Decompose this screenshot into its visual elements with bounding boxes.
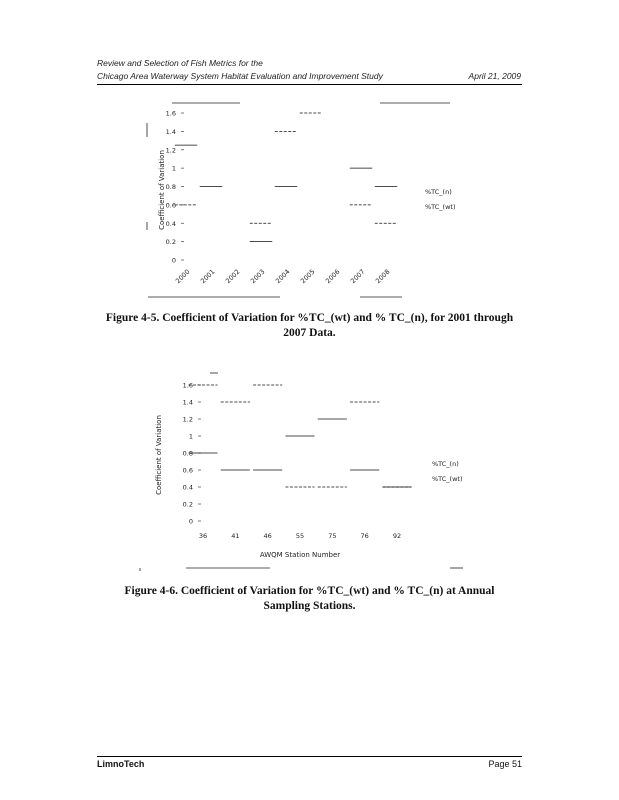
header-date: April 21, 2009 xyxy=(468,71,521,81)
c1-x-tick-label: 2005 xyxy=(299,267,317,286)
c1-x-tick-label: 2007 xyxy=(349,267,367,286)
c1-y-tick-label: 1.2 xyxy=(165,146,176,155)
c2-y-tick-label: 1.4 xyxy=(182,398,193,407)
figure-4-5-caption-line1: Figure 4-5. Coefficient of Variation for %TC_(wt) and % TC_(n), for 2001 through xyxy=(105,312,514,324)
c2-x-tick-label: 36 xyxy=(198,532,208,540)
footer-page-number: Page 51 xyxy=(488,759,522,769)
header-title-line1: Review and Selection of Fish Metrics for the xyxy=(97,58,263,68)
figure-4-6-caption-line2: Sampling Stations. xyxy=(263,600,356,612)
c1-y-tick-label: 1 xyxy=(171,164,176,173)
c1-x-tick-label: 2003 xyxy=(249,267,267,286)
c1-x-tick-label: 2006 xyxy=(324,267,342,286)
c1-x-tick-label: 2004 xyxy=(274,267,292,286)
c1-x-tick-label: 2000 xyxy=(174,267,192,286)
c2-x-tick-label: 55 xyxy=(295,532,305,540)
footer-company: LimnoTech xyxy=(97,759,145,769)
c1-x-tick-label: 2008 xyxy=(374,267,392,286)
chart2-y-axis-label: Coefficient of Variation xyxy=(155,415,163,495)
c2-y-tick-label: 0.4 xyxy=(182,483,193,492)
chart2-x-axis-label: AWQM Station Number xyxy=(259,551,341,559)
c2-x-tick-label: 46 xyxy=(263,532,272,540)
c1-x-tick-label: 2001 xyxy=(199,267,217,286)
c1-y-tick-label: 0 xyxy=(171,256,176,265)
c2-y-tick-label: 0.8 xyxy=(182,449,193,458)
c2-y-tick-label: 1 xyxy=(188,432,193,441)
c1-legend-entry: %TC_(wt) xyxy=(425,203,456,211)
figure-4-5-caption-line2: 2007 Data. xyxy=(283,327,336,339)
c2-x-tick-label: 76 xyxy=(360,532,369,540)
header-title-line2: Chicago Area Waterway System Habitat Evaluation and Improvement Study xyxy=(97,71,383,81)
footer-rule xyxy=(97,756,522,757)
chart1-y-axis-label: Coefficient of Variation xyxy=(158,150,166,230)
c1-x-tick-label: 2002 xyxy=(224,267,242,286)
c1-legend-entry: %TC_(n) xyxy=(425,188,452,196)
c2-y-tick-label: 1.2 xyxy=(182,415,193,424)
c1-y-tick-label: 0.4 xyxy=(165,219,176,228)
c1-y-tick-label: 1.6 xyxy=(165,109,176,118)
c1-y-tick-label: 0.6 xyxy=(165,201,176,210)
c2-y-tick-label: 0 xyxy=(188,517,193,526)
c1-y-tick-label: 0.8 xyxy=(165,183,176,191)
c2-legend-entry: %TC_(wt) xyxy=(432,475,463,483)
figure-4-6-caption-line1: Figure 4-6. Coefficient of Variation for %TC_(wt) and % TC_(n) at Annual xyxy=(124,585,495,597)
c2-x-tick-label: 41 xyxy=(231,532,240,540)
c2-y-tick-label: 0.6 xyxy=(182,466,193,475)
c2-legend-entry: %TC_(n) xyxy=(432,460,459,468)
c1-y-tick-label: 1.4 xyxy=(165,127,176,136)
c2-x-tick-label: 75 xyxy=(328,532,337,540)
c2-y-tick-label: 0.2 xyxy=(182,500,193,509)
c2-x-tick-label: 92 xyxy=(392,532,402,540)
figure-4-6-caption xyxy=(0,584,619,614)
figure-4-5-caption xyxy=(0,311,619,341)
c1-y-tick-label: 0.2 xyxy=(165,238,176,247)
c2-y-tick-label: 1.6 xyxy=(182,381,193,390)
